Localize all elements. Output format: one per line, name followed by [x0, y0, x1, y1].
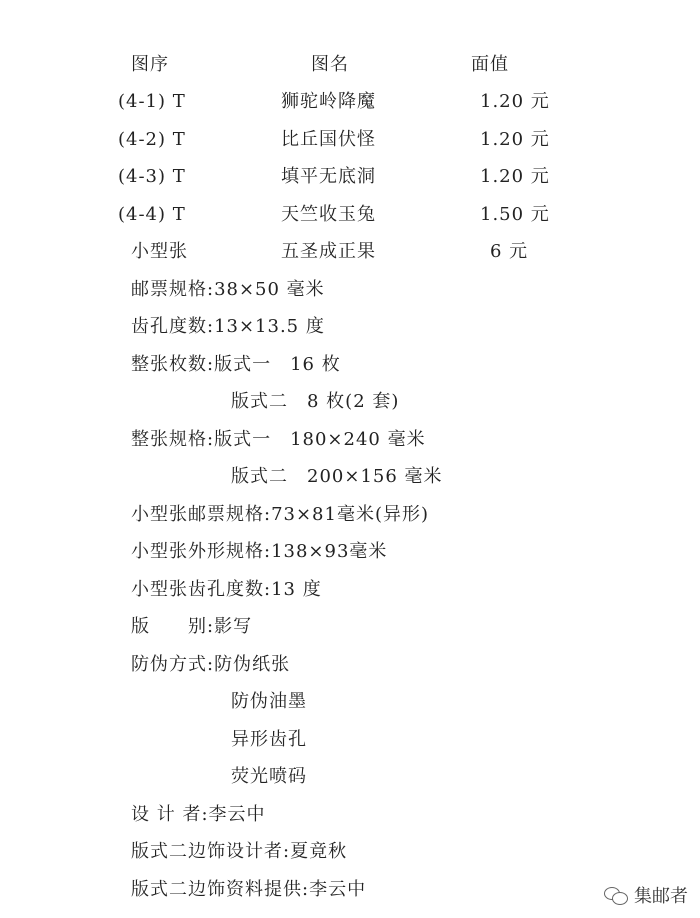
row-5-name: 五圣成正果: [281, 241, 376, 262]
spec-border-material: 版式二边饰资料提供:李云中: [131, 879, 367, 900]
spec-border-designer: 版式二边饰设计者:夏竟秋: [131, 841, 348, 862]
spec-perforation: 齿孔度数:13×13.5 度: [131, 316, 325, 337]
row-1-name: 狮驼岭降魔: [281, 91, 376, 112]
spec-stamp-size: 邮票规格:38×50 毫米: [131, 279, 325, 300]
spec-security-3: 异形齿孔: [231, 729, 307, 750]
row-1-value: 1.20 元: [480, 91, 550, 112]
watermark: [604, 882, 688, 908]
header-code: 图序: [131, 54, 169, 75]
spec-sheet-count-2: 版式二 8 枚(2 套): [231, 391, 400, 412]
header-value: 面值: [471, 54, 509, 75]
spec-sheet-size-2: 版式二 200×156 毫米: [231, 466, 443, 487]
spec-designer: 设 计 者:李云中: [131, 804, 266, 825]
header-name: 图名: [311, 54, 349, 75]
row-5-code: 小型张: [131, 241, 188, 262]
spec-security-1: 防伪方式:防伪纸张: [131, 654, 291, 675]
row-3-name: 填平无底洞: [281, 166, 376, 187]
spec-minisheet-size: 小型张外形规格:138×93毫米: [131, 541, 388, 562]
spec-security-4: 荧光喷码: [231, 766, 307, 787]
watermark-text: 集邮者: [634, 886, 688, 907]
spec-sheet-count-1: 整张枚数:版式一 16 枚: [131, 354, 341, 375]
spec-minisheet-perforation: 小型张齿孔度数:13 度: [131, 579, 322, 600]
row-2-value: 1.20 元: [480, 129, 550, 150]
row-3-code: (4-3) T: [118, 166, 186, 187]
spec-minisheet-stamp-size: 小型张邮票规格:73×81毫米(异形): [131, 504, 429, 525]
row-2-code: (4-2) T: [118, 129, 186, 150]
row-4-code: (4-4) T: [118, 204, 186, 225]
row-4-value: 1.50 元: [480, 204, 550, 225]
wechat-icon: [604, 885, 628, 905]
row-2-name: 比丘国伏怪: [281, 129, 376, 150]
row-1-code: (4-1) T: [118, 91, 186, 112]
row-3-value: 1.20 元: [480, 166, 550, 187]
spec-security-2: 防伪油墨: [231, 691, 307, 712]
spec-printing: 版 别:影写: [131, 616, 253, 637]
row-4-name: 天竺收玉兔: [281, 204, 376, 225]
row-5-value: 6 元: [490, 241, 529, 262]
spec-sheet-size-1: 整张规格:版式一 180×240 毫米: [131, 429, 426, 450]
